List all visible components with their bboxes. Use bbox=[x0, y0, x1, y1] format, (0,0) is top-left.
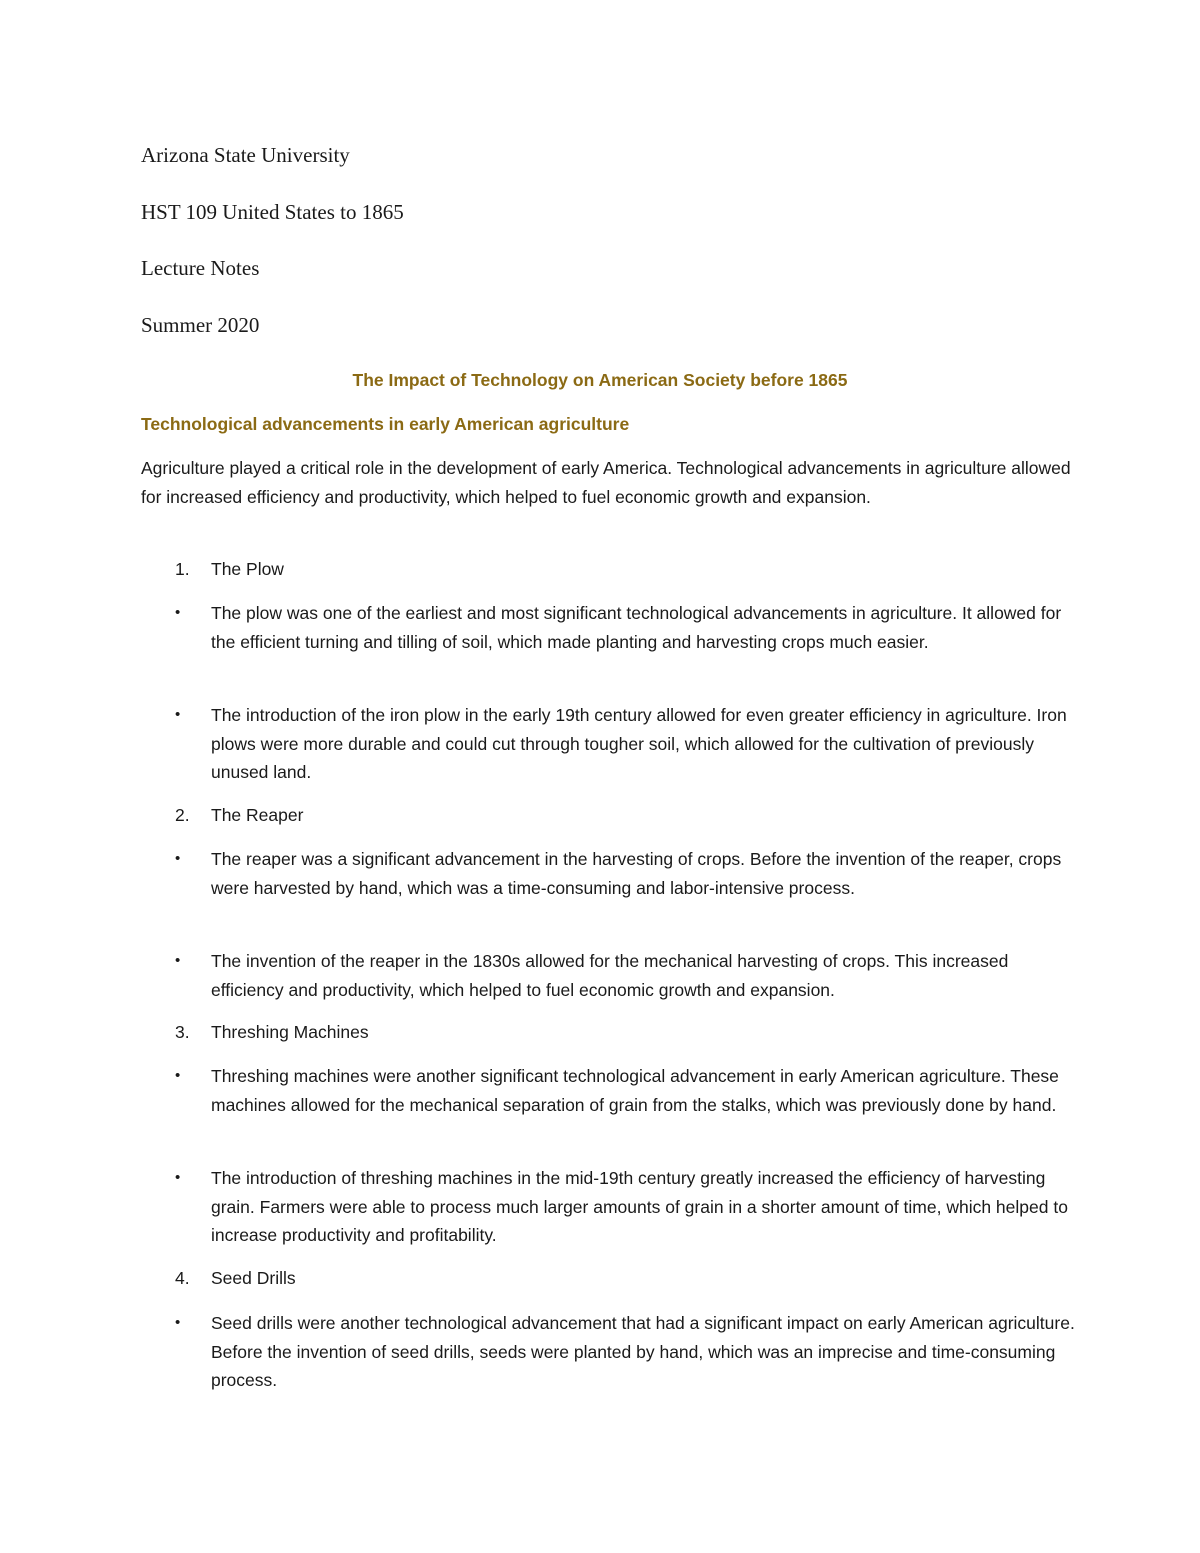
header-doc-type: Lecture Notes bbox=[141, 256, 260, 280]
numbered-item-plow bbox=[175, 557, 284, 581]
bullet-text: The reaper was a significant advancement in the harvesting of crops. Before the invention of the reaper, crops were harvested by hand, which was a time-consuming and labor-intensive process. bbox=[211, 849, 1062, 898]
intro-paragraph: Agriculture played a critical role in the development of early America. Technological advancements in agriculture allowed for increased efficiency and productivity, which helped to fuel economic growth and expansion. bbox=[141, 458, 1071, 507]
item-label: Seed Drills bbox=[211, 1268, 296, 1288]
item-label: The Reaper bbox=[211, 805, 304, 825]
bullet-text: The introduction of the iron plow in the early 19th century allowed for even greater efficiency in agriculture. Iron plows were more durable and could cut through tougher soil, which allowed for the cultivation of previously unused land. bbox=[211, 705, 1067, 782]
item-number: 2. bbox=[175, 805, 190, 825]
header-university: Arizona State University bbox=[141, 143, 350, 167]
list-item bbox=[175, 1309, 1075, 1395]
list-item bbox=[175, 599, 1075, 656]
item-label: Threshing Machines bbox=[211, 1022, 369, 1042]
bullet-icon: • bbox=[175, 1169, 181, 1186]
header-term: Summer 2020 bbox=[141, 313, 260, 337]
list-item bbox=[175, 947, 1075, 1004]
list-item bbox=[175, 701, 1075, 787]
bullet-icon: • bbox=[175, 952, 181, 969]
bullet-text: The invention of the reaper in the 1830s allowed for the mechanical harvesting of crops. This increased efficiency and productivity, which helped to fuel economic growth and expansion. bbox=[211, 951, 1009, 1000]
bullet-icon: • bbox=[175, 604, 181, 621]
item-number: 4. bbox=[175, 1268, 190, 1288]
bullet-text: The introduction of threshing machines in the mid-19th century greatly increased the efficiency of harvesting grain. Farmers were able to process much larger amounts of grain in a shorter amount of time, which helped to increase productivity and profitability. bbox=[211, 1168, 1068, 1245]
bullet-text: Threshing machines were another significant technological advancement in early American agriculture. These machines allowed for the mechanical separation of grain from the stalks, which was previously done by hand. bbox=[211, 1066, 1059, 1115]
bullet-icon: • bbox=[175, 706, 181, 723]
bullet-icon: • bbox=[175, 1314, 181, 1331]
document-title: The Impact of Technology on American Society before 1865 bbox=[352, 370, 848, 390]
list-item bbox=[175, 845, 1075, 902]
list-item bbox=[175, 1062, 1075, 1119]
list-item bbox=[175, 1164, 1075, 1250]
bullet-text: Seed drills were another technological advancement that had a significant impact on early American agriculture. Before the invention of seed drills, seeds were planted by hand, which was an imprecise and time-consuming process. bbox=[211, 1313, 1075, 1390]
item-number: 3. bbox=[175, 1022, 190, 1042]
bullet-text: The plow was one of the earliest and most significant technological advancements in agriculture. It allowed for the efficient turning and tilling of soil, which made planting and harvesting crops much easier. bbox=[211, 603, 1062, 652]
numbered-item-reaper bbox=[175, 803, 303, 827]
numbered-item-seed-drills bbox=[175, 1266, 296, 1290]
header-course: HST 109 United States to 1865 bbox=[141, 200, 404, 224]
item-number: 1. bbox=[175, 559, 190, 579]
bullet-icon: • bbox=[175, 850, 181, 867]
item-label: The Plow bbox=[211, 559, 284, 579]
bullet-icon: • bbox=[175, 1067, 181, 1084]
section-heading: Technological advancements in early American agriculture bbox=[141, 414, 630, 434]
numbered-item-threshing bbox=[175, 1020, 369, 1044]
